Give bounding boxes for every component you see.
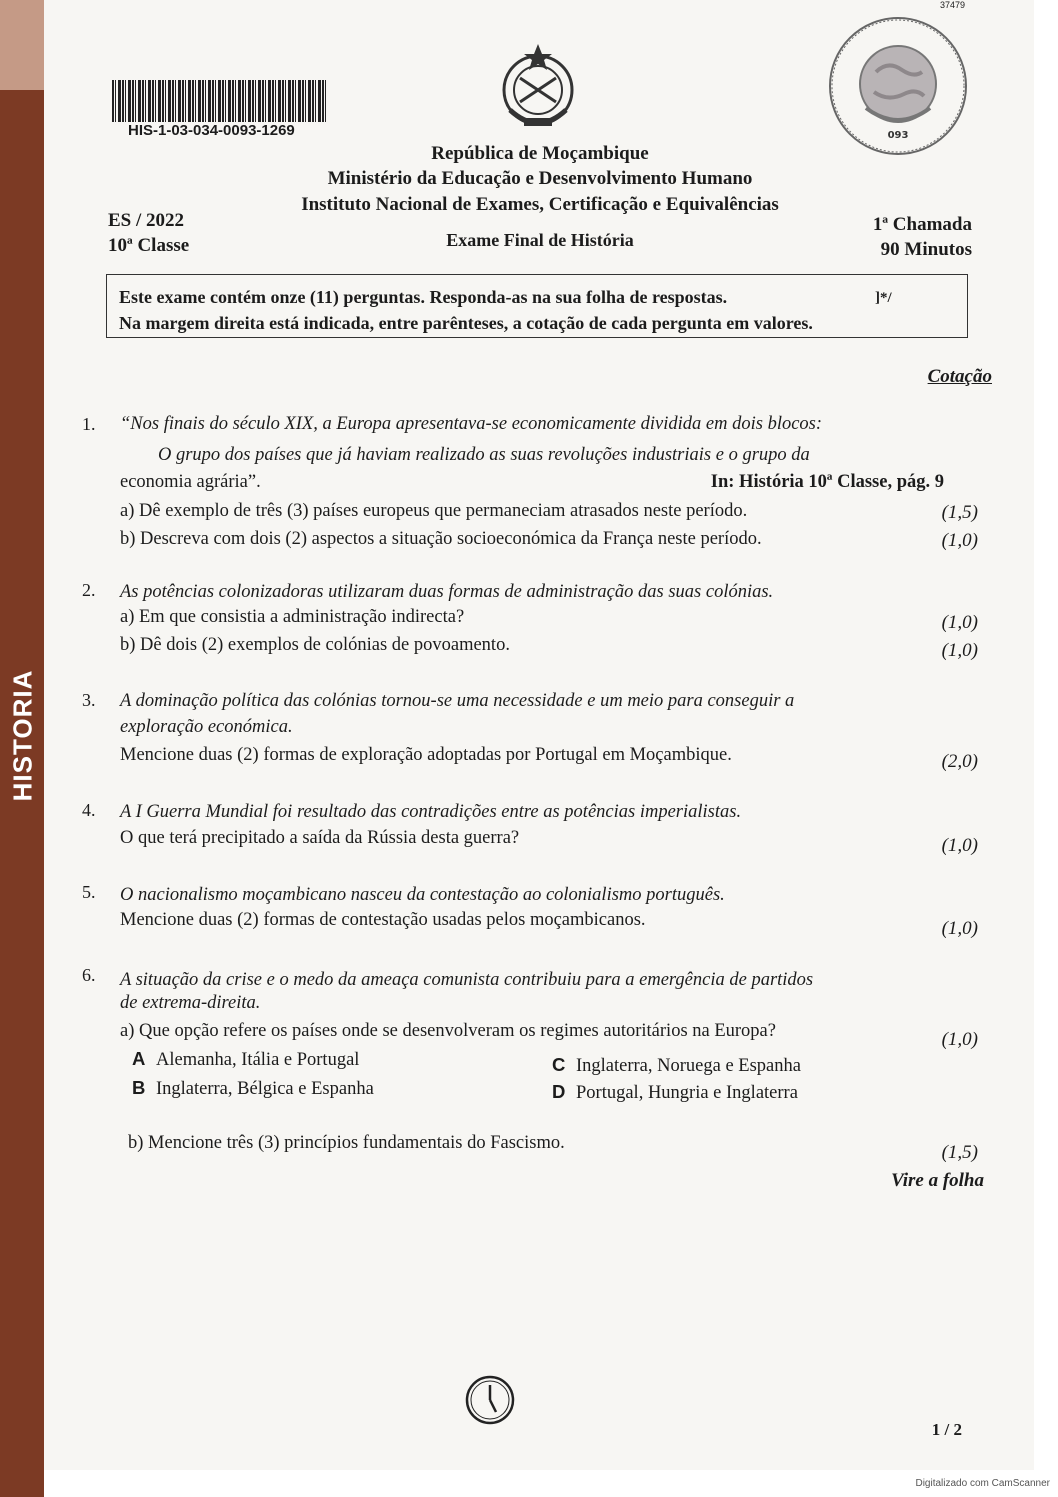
header-institute: Instituto Nacional de Exames, Certificação e Equivalências bbox=[301, 194, 779, 215]
question-5-task: Mencione duas (2) formas de contestação usadas pelos moçambicanos. bbox=[120, 910, 646, 930]
barcode bbox=[112, 80, 326, 122]
question-6a-option-a bbox=[132, 1048, 359, 1071]
question-1-quote-line-2: O grupo dos países que já haviam realizado as suas revoluções industriais e o grupo da bbox=[158, 445, 810, 465]
seal-number: 093 bbox=[887, 130, 909, 141]
question-5-statement: O nacionalismo moçambicano nasceu da contestação ao colonialismo português. bbox=[120, 885, 725, 905]
mozambique-emblem-icon bbox=[490, 40, 586, 136]
sidebar-top-band bbox=[0, 0, 44, 90]
scanner-watermark: Digitalizado com CamScanner bbox=[915, 1478, 1050, 1489]
exam-duration: 90 Minutos bbox=[880, 239, 972, 260]
option-text: Inglaterra, Noruega e Espanha bbox=[576, 1056, 801, 1076]
question-4-number: 4. bbox=[82, 800, 96, 820]
question-6a-option-d bbox=[552, 1081, 798, 1104]
question-1-source: In: História 10ª Classe, pág. 9 bbox=[710, 472, 944, 492]
question-6-number: 6. bbox=[82, 965, 96, 985]
question-6b: b) Mencione três (3) princípios fundamentais do Fascismo. bbox=[128, 1133, 565, 1153]
instructions-box bbox=[106, 274, 968, 338]
question-1a: a) Dê exemplo de três (3) países europeus que permaneciam atrasados neste período. bbox=[120, 501, 748, 521]
option-letter: A bbox=[132, 1048, 146, 1069]
question-4-task: O que terá precipitado a saída da Rússia desta guerra? bbox=[120, 828, 520, 848]
question-2-number: 2. bbox=[82, 580, 96, 600]
option-letter: C bbox=[552, 1054, 566, 1075]
option-letter: D bbox=[552, 1081, 566, 1102]
instructions-mark: ]*/ bbox=[875, 290, 892, 306]
question-2b-score: (1,0) bbox=[941, 640, 978, 661]
question-3-statement-line-2: exploração económica. bbox=[120, 717, 293, 737]
question-6b-score: (1,5) bbox=[941, 1142, 978, 1163]
instructions-line-2: Na margem direita está indicada, entre parênteses, a cotação de cada pergunta em valores. bbox=[119, 313, 813, 333]
environment-seal-icon bbox=[826, 12, 970, 160]
exam-grade: 10ª Classe bbox=[108, 235, 190, 256]
question-4-statement: A I Guerra Mundial foi resultado das contradições entre as potências imperialistas. bbox=[120, 802, 742, 822]
question-6a-option-b bbox=[132, 1077, 374, 1100]
option-text: Portugal, Hungria e Inglaterra bbox=[576, 1083, 798, 1103]
question-1-number: 1. bbox=[82, 414, 96, 434]
seal-top-number: 37479 bbox=[940, 0, 966, 10]
question-6-statement-line-2: de extrema-direita. bbox=[120, 993, 261, 1013]
question-3-score: (2,0) bbox=[941, 751, 978, 772]
page-number: 1 / 2 bbox=[931, 1420, 962, 1439]
clock-icon bbox=[464, 1374, 516, 1426]
question-6a-score: (1,0) bbox=[941, 1029, 978, 1050]
instructions-line-1: Este exame contém onze (11) perguntas. Responda-as na sua folha de respostas. bbox=[119, 287, 728, 307]
question-3-number: 3. bbox=[82, 690, 96, 710]
question-3-task: Mencione duas (2) formas de exploração adoptadas por Portugal em Moçambique. bbox=[120, 745, 732, 765]
option-text: Alemanha, Itália e Portugal bbox=[156, 1050, 360, 1070]
question-3-statement-line-1: A dominação política das colónias tornou-se uma necessidade e um meio para conseguir a bbox=[120, 691, 795, 711]
exam-call: 1ª Chamada bbox=[872, 214, 972, 235]
question-2-statement: As potências colonizadoras utilizaram duas formas de administração das suas colónias. bbox=[120, 582, 774, 602]
exam-title: Exame Final de História bbox=[446, 230, 634, 250]
header-ministry: Ministério da Educação e Desenvolvimento Humano bbox=[327, 168, 753, 189]
question-2a-score: (1,0) bbox=[941, 612, 978, 633]
question-6-statement-line-1: A situação da crise e o medo da ameaça comunista contribuiu para a emergência de partidos bbox=[120, 970, 814, 990]
question-1b: b) Descreva com dois (2) aspectos a situação socioeconómica da França neste período. bbox=[120, 529, 762, 549]
question-1-quote-line-3: economia agrária”. bbox=[120, 472, 261, 492]
barcode-code: HIS-1-03-034-0093-1269 bbox=[128, 122, 295, 139]
question-6a: a) Que opção refere os países onde se desenvolveram os regimes autoritários na Europa? bbox=[120, 1021, 776, 1041]
question-1-quote-line-1: “Nos finais do século XIX, a Europa apresentava-se economicamente dividida em dois blocos: bbox=[120, 414, 823, 434]
question-5-number: 5. bbox=[82, 882, 96, 902]
question-5-score: (1,0) bbox=[941, 918, 978, 939]
question-4-score: (1,0) bbox=[941, 835, 978, 856]
question-1a-score: (1,5) bbox=[941, 502, 978, 523]
question-2b: b) Dê dois (2) exemplos de colónias de povoamento. bbox=[120, 635, 510, 655]
option-letter: B bbox=[132, 1077, 146, 1098]
cotacao-heading: Cotação bbox=[927, 366, 992, 387]
exam-year: ES / 2022 bbox=[108, 210, 185, 231]
question-1b-score: (1,0) bbox=[941, 530, 978, 551]
header-country: República de Moçambique bbox=[431, 143, 649, 164]
subject-side-label: HISTORIA bbox=[7, 669, 38, 801]
question-2a: a) Em que consistia a administração indirecta? bbox=[120, 607, 465, 627]
option-text: Inglaterra, Bélgica e Espanha bbox=[156, 1079, 374, 1099]
turn-page-note: Vire a folha bbox=[891, 1170, 984, 1191]
question-6a-option-c bbox=[552, 1054, 801, 1077]
